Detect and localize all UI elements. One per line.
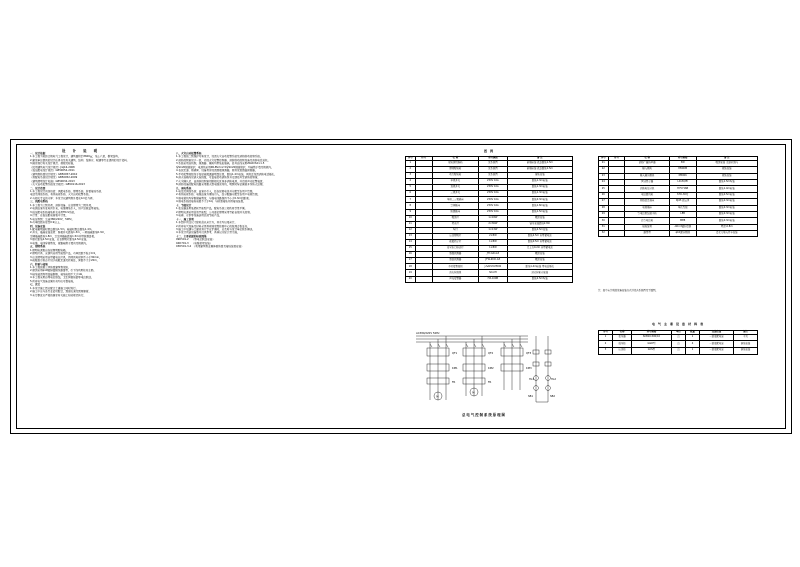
note-line: 2.照明灯具、光源均采用节能型产品，功率因数不低于0.9。	[30, 252, 98, 256]
table-row	[599, 334, 758, 341]
table-cell: 1	[599, 334, 613, 341]
table-cell: 距地1.3m暗装	[507, 179, 572, 185]
table-cell: HY5716B	[669, 186, 696, 192]
note-line: 1.照明电源取自各层照明配电箱。	[30, 248, 69, 252]
column-header: 型号规格	[632, 331, 672, 335]
note-line: 3.低压配电系统接地形式采用TN-S系统。	[30, 210, 77, 214]
table-cell: 一层变配电室	[700, 341, 734, 348]
table-cell: 11	[406, 221, 416, 227]
table-cell: 4	[685, 341, 699, 348]
svg-text:M: M	[472, 391, 475, 395]
table-cell	[415, 276, 432, 282]
table-cell: 1×8W	[479, 240, 508, 246]
table-cell: 吸顶安装	[507, 252, 572, 258]
table-cell: 距地0.5m 自带蓄电池	[507, 240, 572, 246]
column-header: 名 称	[625, 157, 669, 161]
table-cell: 距地1.4m暗装 带电话插孔	[507, 264, 572, 270]
table-cell: 门上方0.2m 自带蓄电池	[507, 246, 572, 252]
note-line: 5.所有电气设备金属外壳均应可靠接地。	[30, 279, 76, 283]
table-cell: MEB	[669, 218, 696, 224]
table-row	[599, 231, 758, 237]
note-line: 03D501-3-4 《利用建筑物金属体做防雷及接地装置安装》	[176, 245, 244, 249]
table-cell: 台	[671, 334, 685, 341]
table-cell: 变压器	[613, 334, 632, 341]
table-cell: 20	[406, 276, 416, 282]
table-cell: 18	[406, 264, 416, 270]
table-row	[599, 341, 758, 348]
note-line: 4.计量：在低压配电室集中计量。	[30, 214, 69, 218]
table-cell: 距地0.3m暗装	[696, 211, 757, 217]
table-cell: 吸顶安装	[507, 215, 572, 221]
schematic-label-km2: KM2	[488, 367, 494, 370]
table-cell: RJ45 超五类	[669, 199, 696, 205]
table-cell: 接地装置	[625, 224, 669, 230]
table-cell: 25	[599, 186, 609, 192]
note-line: 七、其它	[30, 283, 41, 287]
table-cell: 见系统图	[479, 160, 508, 166]
note-line: 《建筑照明设计标准》GB50034-2013	[30, 179, 75, 183]
table-cell: J-SAP-M-M500	[479, 264, 508, 270]
table-cell: 见系统图	[479, 166, 508, 172]
schematic-label-km1: KM1	[452, 367, 458, 370]
table-cell: 16	[406, 252, 416, 258]
note-line: 电话及网络系统、有线电视系统、火灾自动报警系统。	[30, 193, 92, 197]
table-cell: HX-100B	[479, 276, 508, 282]
note-line: 1.本工程按第三类防雷建筑物设防。	[30, 265, 71, 269]
table-cell: 1	[685, 347, 699, 354]
table-cell: 27	[599, 199, 609, 205]
table-cell: 距地0.3m暗装	[507, 197, 572, 203]
table-cell: M500K	[669, 173, 696, 179]
table-cell: 距地2.5m 自带蓄电池	[507, 233, 572, 239]
note-line: 1.配电箱明装时底边距地1.5m，暗装时底边距地1.4m。	[30, 227, 94, 231]
table-cell: GCS型	[632, 347, 672, 354]
note-line: 1.电话及网络系统：由室外引入，经各层弱电竖井分配至各用户终端。	[176, 189, 255, 193]
table-cell: 链吊安装距地2.8m	[507, 221, 572, 227]
table-cell: 感烟探测器	[432, 252, 479, 258]
note-line: 2.施工中应与各专业密切配合，预留孔洞及预埋套管。	[30, 290, 92, 294]
table-cell: 距地0.3m暗装	[696, 205, 757, 211]
table-cell: 消火栓箱内安装	[507, 270, 572, 276]
note-line: 2.屋顶采用φ10镀锌圆钢作避雷带，引下线利用柱内主筋。	[30, 269, 96, 273]
schematic-caption: 总电气控制系统原理图	[462, 413, 506, 417]
table-cell: 声光报警器	[432, 276, 479, 282]
table-cell: 12	[406, 227, 416, 233]
table-cell: 距地2.5m安装	[507, 227, 572, 233]
column-header: 符号	[608, 157, 625, 161]
table-cell: 就地安装	[696, 173, 757, 179]
note-line: 4.电缆、电线穿管敷设，管路暗敷于墙内及楼板内。	[30, 241, 89, 245]
table-cell: 距地1.5m壁装	[696, 179, 757, 185]
note-line: 1.本工程为三级负荷，消防设备、应急照明为二级负荷。	[30, 203, 94, 207]
note-line: 2.消防控制室设于一层，内设火灾报警控制器、消防联动控制设备及消防电话总机。	[176, 158, 271, 162]
table-cell: 一层变配电室	[700, 334, 734, 341]
table-cell: 电视插座	[625, 205, 669, 211]
note-line: 《建筑物防雷设计规范》GB50057-2010	[30, 172, 78, 176]
table-cell: 14	[406, 240, 416, 246]
note-line: 《低压配电设计规范》GB50054-2011	[30, 169, 75, 173]
column-header: 单位	[671, 331, 685, 335]
column-header: 序号	[406, 157, 416, 161]
note-line: 99D501-2 《等电位联结安装》	[176, 238, 215, 242]
table-cell: φ10镀锌圆钢	[669, 231, 696, 237]
note-line: 1.本工程为某综合楼电气工程设计，建筑面积约3600㎡，地上六层，框架结构。	[30, 155, 121, 159]
table-cell: 9	[406, 209, 416, 215]
table-cell: 双电源切换箱	[432, 160, 479, 166]
note-line: 3.国家现行有关设计规范、规程及标准。	[30, 162, 76, 166]
note-line: 《民用建筑电气设计规范》JGJ16-2008	[30, 165, 75, 169]
table-cell: M500M	[669, 167, 696, 173]
table-cell: 距地1.3m暗装	[507, 185, 572, 191]
table-cell: 嵌墙暗装 底边距地1.5m	[507, 166, 572, 172]
note-line: 4.弱电系统的接地电阻不大于1Ω，与防雷接地共用接地装置。	[176, 200, 246, 204]
note-line: 1.变压器选用低损耗节能型产品，配电系统三相负荷尽量平衡。	[176, 207, 248, 211]
note-line: 3.施工中如遇与土建或其它专业矛盾时，应及时与设计单位联系解决。	[176, 227, 255, 231]
table-cell: 8	[406, 203, 416, 209]
table-cell: SCB10-500/10	[632, 334, 672, 341]
svg-text:QF3: QF3	[526, 352, 532, 355]
table-cell: 空调插座	[432, 203, 479, 209]
note-line: 4.本工程采用总等电位联结，卫生间做局部等电位联结。	[30, 276, 94, 280]
svg-text:FR: FR	[488, 381, 492, 384]
note-line: 2.电源由室外变电所引来，电缆埋地引入，进户处做重复接地。	[30, 207, 102, 211]
note-line: 九、弱电系统	[176, 186, 192, 190]
note-line: 十二、主要依据的标准图集	[176, 234, 207, 238]
table-cell: 17	[406, 258, 416, 264]
note-line: 《火灾自动报警系统设计规范》GB50116-2013	[30, 183, 85, 187]
table-cell: 照明配电箱	[432, 166, 479, 172]
table-cell: 等电位联结端子箱	[625, 211, 669, 217]
table-cell: 10	[406, 215, 416, 221]
table-cell: 网络信息插座	[625, 199, 669, 205]
table-row	[406, 276, 573, 282]
table-cell: 7	[406, 197, 416, 203]
table-cell: 距地0.3m暗装	[696, 199, 757, 205]
table-cell: 手动报警按钮	[432, 264, 479, 270]
note-line: 3.系统采用总线制，探测器、模块均带地址编码，信号总线采用ZR-RVS2×1.5	[176, 162, 265, 166]
table-cell: -40×4镀锌扁钢	[669, 224, 696, 230]
table-cell: 吸顶安装 走道吊顶内	[696, 160, 757, 166]
note-line: 三、供配电系统	[30, 200, 48, 204]
table-cell: 250V 10A	[479, 197, 508, 203]
column-header: 备 注	[507, 157, 572, 161]
table-cell: 1×13W	[479, 227, 508, 233]
table-row	[599, 347, 758, 354]
table-cell: 6	[406, 191, 416, 197]
column-header: 符号	[415, 157, 432, 161]
table-cell: 21	[599, 160, 609, 166]
note-line: 4.各层走道、楼梯间、设备用房设置感烟探测器，厨房设置感温探测器。	[176, 169, 258, 173]
legend-table-continued	[598, 156, 758, 237]
table-cell: 荧光灯	[432, 221, 479, 227]
note-line: 6.功率因数补偿至0.9以上。	[30, 221, 62, 225]
table-cell: 31	[599, 224, 609, 230]
note-line: 3.接地装置利用基础钢筋，接地电阻不大于1Ω。	[30, 272, 85, 276]
table-cell: 消防电话分机	[625, 186, 669, 192]
schematic-label-supply: AC380/220V 50Hz	[416, 332, 440, 335]
table-cell: 距地2.5m壁装	[507, 276, 572, 282]
table-cell: STO-30对	[669, 192, 696, 198]
table-cell: 24	[599, 179, 609, 185]
note-line: 1.本设计施工图应配合土建施工同时进行。	[30, 286, 79, 290]
table-cell: 台	[671, 347, 685, 354]
table-cell: 2	[406, 166, 416, 172]
note-line: 2.有线电视系统：电缆由室外埋地引入，经分配器分配至各用户电视终端。	[176, 193, 260, 197]
table-cell: 距地1.4m暗装	[696, 186, 757, 192]
note-line: 八、火灾自动报警系统	[176, 152, 202, 155]
table-cell: 总等电位箱	[625, 218, 669, 224]
table-cell: 1×8W	[479, 246, 508, 252]
column-header: 名 称	[432, 157, 479, 161]
material-table	[598, 330, 758, 355]
table-cell: 23	[599, 173, 609, 179]
table-cell: 1	[685, 334, 699, 341]
table-cell: 吸顶灯	[432, 215, 479, 221]
note-line: 空调插座距地1.8m，卫生间插座距地1.5m并带防溅盖板。	[30, 234, 97, 238]
table-cell: 防溅插座	[432, 209, 479, 215]
note-line: 8.消防设备的配电线路采用耐火型电缆或导线，明敷时穿金属管并作防火处理。	[176, 183, 266, 187]
table-cell: 安全出口标志灯	[432, 246, 479, 252]
table-cell: 26	[599, 192, 609, 198]
note-line: 3.电梯、水泵等设备选用高效节能产品。	[176, 214, 222, 218]
note-line: 1.本工程设计内容包括：供配电系统、照明系统、防雷接地系统、	[30, 189, 104, 193]
table-cell: 动力配电箱	[432, 172, 479, 178]
material-table-title: 电 气 主 要 设 备 材 料 表	[651, 322, 705, 326]
table-cell: 落地安装	[507, 172, 572, 178]
table-cell: 双极开关	[432, 185, 479, 191]
table-cell: 3	[406, 172, 416, 178]
legend-footnote: 注：表中未注明的设备安装方式详见各系统图及平面图。	[598, 289, 658, 292]
table-cell: 消火栓按钮	[432, 270, 479, 276]
schematic-label-hl2: HL2	[551, 378, 557, 381]
table-cell: 32	[599, 231, 609, 237]
table-cell: 电话组线箱	[625, 192, 669, 198]
table-cell: 区域显示器	[625, 179, 669, 185]
legend-table-title: 图 例	[483, 149, 495, 153]
note-line: 六、防雷与接地	[30, 262, 48, 266]
schematic-label-hl1: HL1	[529, 378, 535, 381]
table-cell: 沿女儿墙支持卡安装	[696, 231, 757, 237]
table-cell: 嵌墙暗装 底边距地1.5m	[507, 160, 572, 166]
table-cell: 疏散指示灯	[432, 240, 479, 246]
table-cell: 2	[599, 341, 613, 348]
note-line: 6.消火栓箱内设消火栓按钮，可直接启动消防泵并反馈信号至消防控制室。	[176, 176, 260, 180]
table-cell: 15	[406, 246, 416, 252]
note-line: 3.弱电管线均穿钢管暗敷设，与强电线路保持不小于0.3m的距离。	[176, 196, 252, 200]
table-cell: 距地0.3m暗装	[696, 218, 757, 224]
column-header: 序号	[599, 157, 609, 161]
note-line: 穿SC20钢管保护，电源线采用ZR-BV2×2.5穿SC20钢管保护，均暗敷于墙及楼板内。	[176, 165, 274, 169]
note-line: 3.应急照明采用自带蓄电池灯具，持续供电时间不小于30min。	[30, 255, 102, 259]
table-cell: 19	[406, 270, 416, 276]
note-line: 1.本工程按二级保护对象设计，设置火灾自动报警系统及消防联动控制系统。	[176, 155, 263, 159]
column-header: 序号	[599, 331, 613, 335]
note-line: 四、设备安装	[30, 224, 46, 228]
table-cell: 2×8W	[479, 233, 508, 239]
svg-text:SB1: SB1	[528, 395, 534, 398]
control-schematic	[408, 330, 560, 410]
note-line: 2.与相关专业的分界：本设计以建筑物外墙皮1m处为界。	[30, 196, 96, 200]
table-cell: 感温探测器	[432, 258, 479, 264]
table-cell: 单孔终端	[669, 205, 696, 211]
schematic-label-km3: KM3	[526, 367, 532, 370]
design-notes-right	[176, 152, 351, 249]
table-cell: SD-XH	[479, 270, 508, 276]
table-cell	[608, 231, 625, 237]
table-cell: 低压柜	[613, 341, 632, 348]
note-line: 5.电压等级：交流380/220V，50Hz。	[30, 217, 75, 221]
table-cell: 应急照明灯	[432, 233, 479, 239]
table-cell: 输入模块	[625, 167, 669, 173]
table-cell: 消防广播扬声器	[625, 160, 669, 166]
table-cell: JTY-GD-G3	[479, 252, 508, 258]
table-cell: 落地安装	[733, 347, 757, 354]
schematic-label-m: M	[436, 395, 439, 399]
note-line: 《供配电系统设计规范》GB50052-2009	[30, 176, 78, 180]
table-cell: 1	[406, 160, 416, 166]
legend-table	[405, 156, 573, 283]
schematic-label-qf2: QF2	[488, 352, 494, 355]
table-cell: LEB	[669, 211, 696, 217]
table-cell: 29	[599, 211, 609, 217]
table-cell: 距地1.8m暗装	[507, 203, 572, 209]
note-line: 4.本设计所选设备型号仅供参考，具体以实际订货为准。	[176, 231, 240, 235]
table-cell: 1×18W	[479, 215, 508, 221]
table-cell: 单极开关	[432, 179, 479, 185]
design-notes-title: 设 计 说 明	[62, 149, 101, 153]
note-line: 2.开关、插座安装高度：跷板开关距地1.3m，一般插座距地0.3m，	[30, 231, 107, 235]
table-cell: 3W	[669, 160, 696, 166]
table-cell: GGD型	[632, 341, 672, 348]
note-line: 十、节能设计	[176, 203, 192, 207]
table-cell: 28	[599, 205, 609, 211]
table-cell: 4	[406, 179, 416, 185]
column-header: 数量	[685, 331, 699, 335]
table-cell: JTW-ZCD-G3	[479, 258, 508, 264]
note-line: 5.手动报警按钮设于每层疏散通道明显位置，距地1.4m安装，其附近设置消防电话插孔。	[176, 172, 277, 176]
note-line: 2.所有电气设备及材料必须具有国家级检测中心的检测合格证书。	[176, 224, 250, 228]
note-line: 3.壁灯距地2.5m安装，应急照明灯距地2.5m安装。	[30, 238, 89, 242]
table-cell: 距地0.5m暗装	[696, 192, 757, 198]
column-header: 备注	[733, 331, 757, 335]
table-cell: 台	[671, 341, 685, 348]
note-line: 3.未尽事宜应严格按国家有关施工验收规范执行。	[30, 293, 86, 297]
table-cell: 250V 16A	[479, 203, 508, 209]
note-line: 2.照明光源采用高效节能型，公共部位照明采用节能自熄开关控制。	[176, 210, 253, 214]
column-header: 名称	[613, 331, 632, 335]
table-cell: 250V 10A	[479, 209, 508, 215]
note-line: 十一、施工说明	[176, 217, 194, 221]
table-cell: 250V 10A	[479, 179, 508, 185]
table-cell: 一层变配电室	[700, 347, 734, 354]
table-cell: 三极开关	[432, 191, 479, 197]
table-cell: 250V 10A	[479, 191, 508, 197]
svg-text:SB2: SB2	[550, 395, 556, 398]
table-cell: 5	[406, 185, 416, 191]
table-cell: 就地安装	[696, 167, 757, 173]
table-cell: 输入输出模块	[625, 173, 669, 179]
table-cell: 应急柜	[613, 347, 632, 354]
table-cell: 单相二三极插座	[432, 197, 479, 203]
column-header: 型号规格	[669, 157, 696, 161]
note-line: 04D701-3 《电缆桥架安装》	[176, 241, 213, 245]
table-cell: 干式	[733, 334, 757, 341]
table-cell: 落地安装	[733, 341, 757, 348]
table-cell: 13	[406, 233, 416, 239]
note-line: 7.火灾确认后，由消防控制室切断相关区域非消防电源，并启动声光报警装置。	[176, 179, 266, 183]
table-cell: 距地1.3m暗装	[507, 191, 572, 197]
column-header: 安装位置	[700, 331, 734, 335]
note-line: 一、设计依据	[30, 152, 46, 155]
schematic-label-qf1: QF1	[452, 352, 458, 355]
table-cell: 3	[599, 347, 613, 354]
note-line: 二、设计范围	[30, 186, 46, 190]
schematic-label-fr: FR	[452, 381, 456, 384]
table-cell: 见系统图	[479, 172, 508, 178]
column-header: 备 注	[696, 157, 757, 161]
note-line: 4.疏散指示标志灯设于疏散走道及转角处，间距不大于20m。	[30, 259, 100, 263]
table-cell: 壁灯	[432, 227, 479, 233]
table-cell: 避雷带	[625, 231, 669, 237]
table-cell: 埋深-0.8m	[696, 224, 757, 230]
table-cell: 吸顶安装	[507, 258, 572, 264]
note-line: 五、照明系统	[30, 245, 46, 249]
design-notes-left	[30, 152, 170, 297]
table-cell: 2×36W	[479, 221, 508, 227]
note-line: 1.本图中所注尺寸除标高以米计外，其余均以毫米计。	[176, 221, 238, 225]
column-header: 型号规格	[479, 157, 508, 161]
table-cell: 22	[599, 167, 609, 173]
note-line: 2.建设单位提供的设计任务书及有关建筑、结构、给排水、暖通等专业提供的设计资料。	[30, 158, 130, 162]
table-cell: 距地1.5m暗装	[507, 209, 572, 215]
table-cell: 250V 10A	[479, 185, 508, 191]
table-cell: 30	[599, 218, 609, 224]
table-cell: LD-PU/EI	[669, 179, 696, 185]
